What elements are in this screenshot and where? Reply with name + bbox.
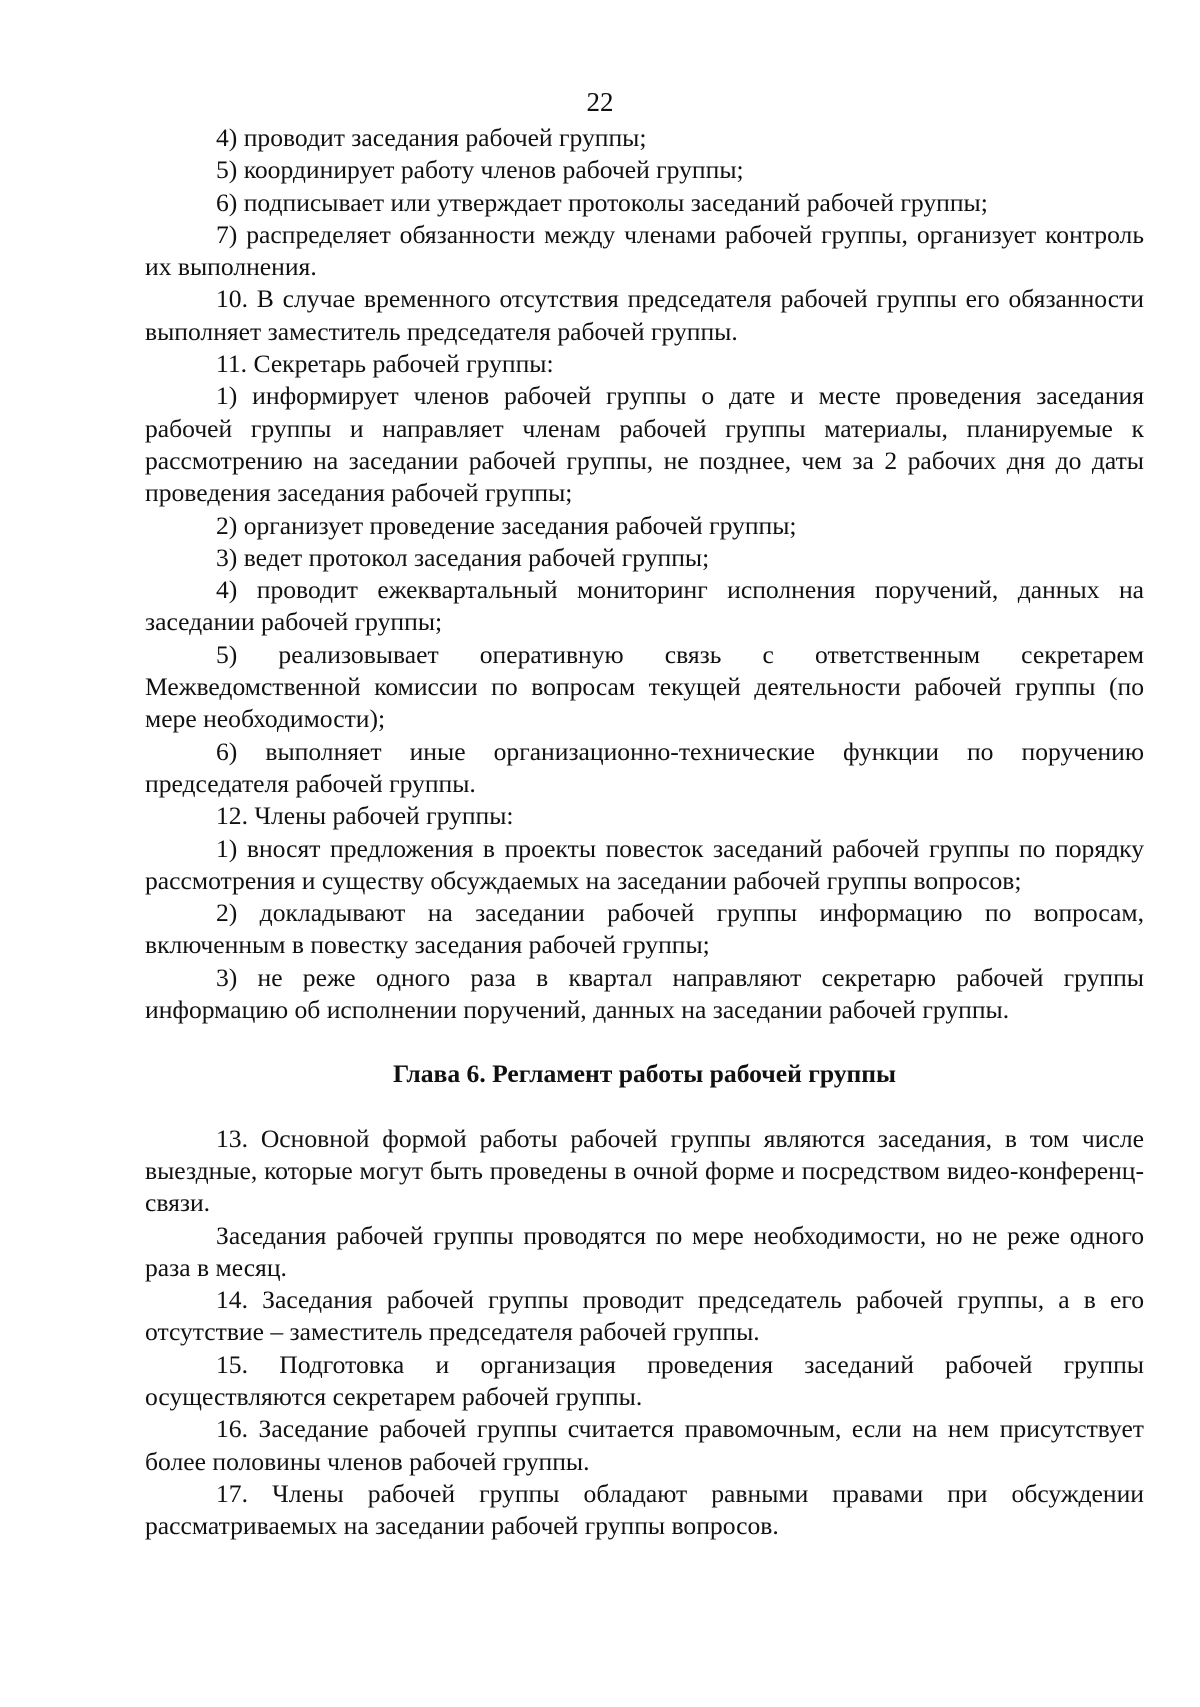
document-body	[145, 122, 1144, 1542]
paragraph-secretary-item-4: 4) проводит ежеквартальный мониторинг исполнения поручений, данных на заседании рабочей группы;	[145, 575, 1144, 637]
paragraph-clause-12-members: 12. Члены рабочей группы:	[216, 801, 514, 831]
paragraph-clause-10-deputy-chair: 10. В случае временного отсутствия председателя рабочей группы его обязанности выполняет заместитель председателя рабочей группы.	[145, 284, 1144, 346]
paragraph-members-item-3: 3) не реже одного раза в квартал направляют секретарю рабочей группы информацию об исполнении поручений, данных на заседании рабочей группы.	[145, 962, 1144, 1025]
chapter-heading: Глава 6. Регламент работы рабочей группы	[392, 1059, 897, 1089]
paragraph-secretary-item-2: 2) организует проведение заседания рабочей группы;	[216, 510, 797, 540]
paragraph-secretary-item-6: 6) выполняет иные организационно-технические функции по поручению председателя рабочей группы.	[145, 736, 1144, 798]
paragraph-meeting-frequency: Заседания рабочей группы проводятся по мере необходимости, но не реже одного раза в месяц.	[145, 1220, 1144, 1282]
paragraph-clause-15-preparation: 15. Подготовка и организация проведения заседаний рабочей группы осуществляются секретарем рабочей группы.	[145, 1349, 1144, 1411]
paragraph-item-6-signs-protocols: 6) подписывает или утверждает протоколы заседаний рабочей группы;	[216, 187, 988, 217]
paragraph-secretary-item-1: 1) информирует членов рабочей группы о дате и месте проведения заседания рабочей группы и направляет членам рабочей группы материалы, планируемые к рассмотрению на заседании рабочей группы, не позднее, чем за 2 рабочих дня до даты проведения заседания рабочей группы;	[145, 381, 1144, 508]
page-number: 22	[586, 87, 614, 117]
paragraph-secretary-item-3: 3) ведет протокол заседания рабочей группы;	[216, 542, 710, 572]
paragraph-clause-17-equal-rights: 17. Члены рабочей группы обладают равными правами при обсуждении рассматриваемых на заседании рабочей группы вопросов.	[145, 1478, 1144, 1541]
paragraph-members-item-2: 2) докладывают на заседании рабочей группы информацию по вопросам, включенным в повестку заседания рабочей группы;	[145, 898, 1144, 960]
paragraph-clause-16-quorum: 16. Заседание рабочей группы считается правомочным, если на нем присутствует более половины членов рабочей группы.	[145, 1414, 1144, 1476]
paragraph-clause-13-main-form: 13. Основной формой работы рабочей группы являются заседания, в том числе выездные, которые могут быть проведены в очной форме и посредством видео-конференц-связи.	[145, 1123, 1144, 1218]
paragraph-secretary-item-5: 5) реализовывает оперативную связь с ответственным секретарем Межведомственной комиссии по вопросам текущей деятельности рабочей группы (по мере необходимости);	[145, 639, 1144, 734]
paragraph-item-5-coordinates-work: 5) координирует работу членов рабочей группы;	[216, 155, 744, 185]
paragraph-clause-11-secretary: 11. Секретарь рабочей группы:	[216, 349, 554, 379]
paragraph-item-7-distributes-duties: 7) распределяет обязанности между членами рабочей группы, организует контроль их выполнения.	[145, 219, 1144, 282]
paragraph-members-item-1: 1) вносят предложения в проекты повесток заседаний рабочей группы по порядку рассмотрения и существу обсуждаемых на заседании рабочей группы вопросов;	[145, 833, 1144, 895]
paragraph-clause-14-chairing: 14. Заседания рабочей группы проводит председатель рабочей группы, а в его отсутствие – заместитель председателя рабочей группы.	[145, 1285, 1144, 1347]
paragraph-item-4-conducts-meetings: 4) проводит заседания рабочей группы;	[216, 123, 647, 152]
